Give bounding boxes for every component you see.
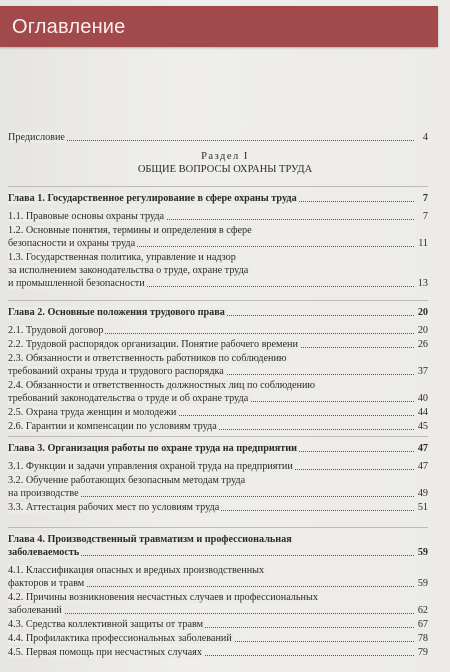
page-number: 13 <box>417 278 428 289</box>
page-number: 62 <box>417 605 428 616</box>
toc-entry[interactable] <box>8 474 428 500</box>
toc-entry[interactable] <box>8 564 428 590</box>
toc-chapter[interactable] <box>8 306 428 319</box>
entry-title: факторов и травм <box>8 578 85 589</box>
toc-chapter[interactable] <box>8 533 428 559</box>
page-number: 37 <box>417 366 428 377</box>
toc-entry[interactable] <box>8 251 428 290</box>
page-number: 20 <box>417 325 428 336</box>
entry-title: на производстве <box>8 488 79 499</box>
entry-title: 4.3. Средства коллективной защиты от травм <box>8 619 204 630</box>
entry-title: 1.1. Правовые основы охраны труда <box>8 211 165 222</box>
section-label: Раздел I <box>201 151 249 162</box>
page-number: 45 <box>417 421 428 432</box>
header-bar <box>0 6 438 47</box>
page-title: Оглавление <box>12 16 126 38</box>
page-number: 44 <box>417 407 428 418</box>
page-number: 47 <box>417 443 428 454</box>
page-number: 49 <box>417 488 428 499</box>
entry-title: Глава 4. Производственный травматизм и профессиональная <box>8 534 292 545</box>
entry-title: 2.5. Охрана труда женщин и молодежи <box>8 407 177 418</box>
page-number: 20 <box>417 307 428 318</box>
page-number: 7 <box>422 211 428 222</box>
toc-entry[interactable] <box>8 324 428 337</box>
toc-entry-preface[interactable] <box>8 131 428 144</box>
entry-title: 3.2. Обучение работающих безопасным методам труда <box>8 475 246 486</box>
entry-title: 4.4. Профилактика профессиональных заболеваний <box>8 633 232 644</box>
section-title: ОБЩИЕ ВОПРОСЫ ОХРАНЫ ТРУДА <box>137 164 313 175</box>
entry-title: 1.2. Основные понятия, термины и определения в сфере <box>8 225 252 236</box>
dot-leader <box>8 613 414 614</box>
toc-entry[interactable] <box>8 420 428 433</box>
toc-entry[interactable] <box>8 338 428 351</box>
entry-title: 2.1. Трудовой договор <box>8 325 104 336</box>
entry-title: 4.2. Причины возникновения несчастных случаев и профессиональных <box>8 592 318 603</box>
page-number: 67 <box>417 619 428 630</box>
entry-title: безопасности и охраны труда <box>8 238 136 249</box>
page-number: 26 <box>417 339 428 350</box>
toc-entry[interactable] <box>8 460 428 473</box>
entry-title: Глава 2. Основные положения трудового права <box>8 307 225 318</box>
entry-title: требований законодательства о труде и об охране труда <box>8 393 249 404</box>
toc-entry[interactable] <box>8 646 428 659</box>
toc-entry[interactable] <box>8 210 428 223</box>
toc-entry[interactable] <box>8 379 428 405</box>
toc-entry[interactable] <box>8 501 428 514</box>
entry-title: 4.5. Первая помощь при несчастных случаях <box>8 647 202 658</box>
toc-entry[interactable] <box>8 224 428 250</box>
toc-chapter[interactable] <box>8 192 428 205</box>
entry-title: заболеваний <box>8 605 62 616</box>
entry-title: 2.3. Обязанности и ответственность работников по соблюдению <box>8 353 287 364</box>
entry-title: 4.1. Классификация опасных и вредных производственных <box>8 565 265 576</box>
dot-leader <box>8 140 414 141</box>
toc-entry[interactable] <box>8 618 428 631</box>
toc-chapter[interactable] <box>8 442 428 455</box>
entry-title: 2.4. Обязанности и ответственность должностных лиц по соблюдению <box>8 380 316 391</box>
entry-title: Предисловие <box>8 132 65 143</box>
entry-title: заболеваемость <box>8 547 80 558</box>
entry-title: 3.1. Функции и задачи управления охраной труда на предприятии <box>8 461 293 472</box>
entry-title: Глава 1. Государственное регулирование в сфере охраны труда <box>8 193 297 204</box>
page-number: 40 <box>417 393 428 404</box>
entry-title: 3.3. Аттестация рабочих мест по условиям труда <box>8 502 220 513</box>
toc-entry[interactable] <box>8 591 428 617</box>
chapter-divider <box>8 436 428 437</box>
page-number: 4 <box>422 132 428 143</box>
page-number: 79 <box>417 647 428 658</box>
page-number: 11 <box>418 238 428 249</box>
chapter-divider <box>8 186 428 187</box>
entry-title: 2.2. Трудовой распорядок организации. Понятие рабочего времени <box>8 339 298 350</box>
chapter-divider <box>8 300 428 301</box>
page-number: 47 <box>417 461 428 472</box>
toc-entry[interactable] <box>8 406 428 419</box>
toc-entry[interactable] <box>8 632 428 645</box>
page-number: 7 <box>422 193 428 204</box>
entry-title: 2.6. Гарантии и компенсации по условиям труда <box>8 421 217 432</box>
page-number: 59 <box>417 547 428 558</box>
entry-title: требований охраны труда и трудового распорядка <box>8 366 224 377</box>
entry-title: 1.3. Государственная политика, управление и надзор <box>8 252 236 263</box>
entry-title: Глава 3. Организация работы по охране труда на предприятии <box>8 443 297 454</box>
toc-entry[interactable] <box>8 352 428 378</box>
entry-title: за исполнением законодательства о труде, охране труда <box>8 265 249 276</box>
page-number: 78 <box>417 633 428 644</box>
chapter-divider <box>8 527 428 528</box>
entry-title: и промышленной безопасности <box>8 278 145 289</box>
page-number: 51 <box>417 502 428 513</box>
page-number: 59 <box>417 578 428 589</box>
